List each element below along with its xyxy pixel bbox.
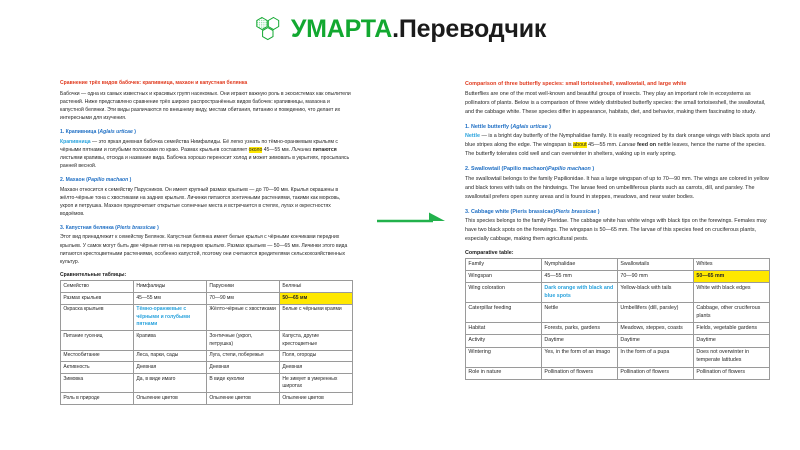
target-table-cell: Daytime (618, 335, 694, 347)
target-table-row-label: Caterpillar feeding (466, 303, 542, 323)
source-table-cell: Жёлто-чёрные с хвостиками (207, 304, 280, 331)
source-comparison-table (60, 280, 353, 405)
brand-name-green: УМАРТА (290, 14, 393, 43)
app-title (290, 14, 547, 43)
target-table-cell: White with black edges (694, 283, 770, 303)
source-section-2-body: Махаон относится к семейству Парусников. Он имеет крупный размах крыльев — до 70—90 мм. Крылья окрашены в жёлто-чёрные тона с хвостиками на задних крыльях. Личинки питаются зонтичными растениями, такими как морковь, укроп и петрушка. Махаон предпочитает открытые солнечные места и встречается в степях, лугах и окрестностях водоёмов. (60, 186, 341, 218)
source-section-1-body: Крапивница — это яркая дневная бабочка семейства Нимфалиды. Её легко узнать по тёмно-оранжевым крыльям с чёрными пятнами и голубыми полосками по краю. Размах крыльев составляет около 45—55 мм. Личинки питаются листьями крапивы, отсюда и название вида. Бабочка хорошо переносит холод и может зимовать в укрытиях, просыпаясь ранней весной. (60, 138, 350, 170)
target-table-cell: Does not overwinter in temperate latitudes (694, 347, 770, 367)
target-table-header-cell: Swallowtails (618, 258, 694, 270)
source-table-row-label: Местообитание (61, 350, 134, 362)
target-table-cell: Daytime (542, 335, 618, 347)
table-row (61, 304, 353, 331)
target-table-cell: Meadows, steppes, coasts (618, 323, 694, 335)
source-highlight-1: около (248, 146, 263, 153)
table-row (466, 347, 770, 367)
table-row (61, 293, 353, 305)
source-table-cell: Белые с чёрными краями (280, 304, 353, 331)
table-row (61, 331, 353, 350)
source-table-cell: Опыление цветов (207, 393, 280, 405)
source-table-cell: Опыление цветов (280, 393, 353, 405)
source-table-cell: 50—65 мм (280, 293, 353, 305)
source-section-3-heading: 3. Капустная белянка (Pieris brassicae ) (60, 224, 159, 231)
source-table-cell: Тёмно-оранжевые с чёрными и голубыми пятнами (134, 304, 207, 331)
target-table-cell: 70—90 mm (618, 271, 694, 283)
target-table-row-label: Wingspan (466, 271, 542, 283)
source-table-header-cell: Семейство (61, 281, 134, 293)
target-table-cell: Daytime (694, 335, 770, 347)
source-table-cell: Дневная (280, 362, 353, 374)
source-table-cell: Крапива (134, 331, 207, 350)
target-section-2-body: The swallowtail belongs to the family Papilionidae. It has a large wingspan of up to 70—90 mm. The wings are colored in yellow and black tones with tails on the hindwings. The larvae feed on umbelliferous plants such as carrots, dill, and parsley. The swallowtail prefers open sunny areas and is found in steppes, meadows, and near water bodies. (465, 175, 769, 200)
target-table-row-label: Wing coloration (466, 283, 542, 303)
target-section-3-body: This species belongs to the family Pieridae. The cabbage white has white wings with black tips on the forewings. Females may have two black spots on the forewings. The wingspan is 50—65 mm. The larvae of this species feed on cruciferous plants, especially cabbage, making them agricultural pests. (465, 218, 767, 242)
target-table-row-label: Habitat (466, 323, 542, 335)
target-section-2-heading: 2. Swallowtail (Papilio machaon)Papilio machaon ) (465, 166, 595, 173)
target-table-cell: Fields, vegetable gardens (694, 323, 770, 335)
target-section-1-heading: 1. Nettle butterfly (Aglais urticae ) (465, 124, 551, 131)
target-table-row-label: Wintering (466, 347, 542, 367)
source-table-row-label: Окраска крыльев (61, 304, 134, 331)
target-pane[interactable] (463, 58, 800, 450)
target-table-row-label: Activity (466, 335, 542, 347)
source-table-header-row (61, 281, 353, 293)
brand-name-dark: .Переводчик (392, 14, 547, 43)
table-row (466, 323, 770, 335)
source-table-caption: Сравнительные таблицы: (60, 272, 127, 279)
target-table-cell: 50—65 mm (694, 271, 770, 283)
source-table-row-label: Активность (61, 362, 134, 374)
translation-panes (0, 58, 800, 450)
table-row (466, 335, 770, 347)
source-table-cell: Поля, огороды (280, 350, 353, 362)
source-table-cell: Дневная (134, 362, 207, 374)
target-table-row-label: Role in nature (466, 367, 542, 379)
source-table-cell: Опыление цветов (134, 393, 207, 405)
target-table-header-row (466, 258, 770, 270)
target-table-cell: In the form of a pupa (618, 347, 694, 367)
target-table-cell: Pollination of flowers (618, 367, 694, 379)
source-intro-paragraph: Бабочки — одна из самых известных и красивых групп насекомых. Они играют важную роль в экосистемах как опылители растений. Ниже представлено сравнение трёх широко распространённых видов бабочек: крапивницы, махаона и капустной белянки. Эти виды различаются по внешнему виду, местам обитания, питанию и поведению, что делает их интересными для изучения. (60, 90, 351, 122)
target-table-cell: Cabbage, other cruciferous plants (694, 303, 770, 323)
table-row (61, 362, 353, 374)
table-row (466, 271, 770, 283)
target-section-3-heading: 3. Cabbage white (Pieris brassicae)Pieris brassicae ) (465, 208, 600, 215)
honeycomb-hexagons-icon (254, 15, 284, 43)
source-section-1-heading: 1. Крапивница (Aglais urticae ) (60, 128, 136, 135)
target-document-title: Comparison of three butterfly species: small tortoiseshell, swallowtail, and large white (465, 81, 687, 87)
target-highlight-1: about (573, 142, 587, 149)
table-row (466, 367, 770, 379)
source-table-cell: Да, в виде имаго (134, 374, 207, 393)
table-row (466, 283, 770, 303)
target-table-caption: Comparative table: (465, 249, 514, 256)
source-table-cell: Не зимует в умеренных широтах (280, 374, 353, 393)
source-table-cell: 45—55 мм (134, 293, 207, 305)
app-header (0, 0, 800, 58)
source-table-row-label: Роль в природе (61, 393, 134, 405)
source-table-cell: Капуста, другие крестоцветные (280, 331, 353, 350)
source-table-header-cell: Парусники (207, 281, 280, 293)
target-table-cell: Yellow-black with tails (618, 283, 694, 303)
source-table-cell: Дневная (207, 362, 280, 374)
source-pane[interactable] (0, 58, 363, 450)
source-table-cell: В виде куколки (207, 374, 280, 393)
target-table-cell: Dark orange with black and blue spots (542, 283, 618, 303)
direction-pane (363, 58, 463, 450)
target-section-1-body: Nettle — is a bright day butterfly of the Nymphalidae family. It is easily recognized by its dark orange wings with black spots and blue stripes along the edge. The wingspan is about 45—55 mm. Larvae feed on nettle leaves, hence the name of the species. The butterfly tolerates cold well and can overwinter in shelters, waking up in early spring. (465, 133, 770, 158)
target-table-header-cell: Family (466, 258, 542, 270)
target-table-cell: Pollination of flowers (694, 367, 770, 379)
table-row (61, 374, 353, 393)
source-table-row-label: Размах крыльев (61, 293, 134, 305)
source-table-row-label: Питание гусениц (61, 331, 134, 350)
source-table-cell: Леса, парки, сады (134, 350, 207, 362)
target-table-header-cell: Whites (694, 258, 770, 270)
target-intro-paragraph: Butterflies are one of the most well-known and beautiful groups of insects. They play an important role in ecosystems as pollinators of plants. Below is a comparison of three widely distributed butterfly species: the small tortoiseshell, the swallowtail, and the cabbage white. These species differ in appearance, habitats, diet, and behavior, making them fascinating to study. (465, 91, 766, 116)
source-table-cell: Зонтичные (укроп, петрушка) (207, 331, 280, 350)
target-table-cell: Yes, in the form of an imago (542, 347, 618, 367)
source-table-row-label: Зимовка (61, 374, 134, 393)
source-table-cell: Луга, степи, побережья (207, 350, 280, 362)
target-table-cell: Nettle (542, 303, 618, 323)
target-comparison-table (465, 258, 770, 380)
target-table-cell: Pollination of flowers (542, 367, 618, 379)
source-table-cell: 70—90 мм (207, 293, 280, 305)
table-row (61, 350, 353, 362)
source-document-title: Сравнение трёх видов бабочек: крапивница, махаон и капустная белянка (60, 80, 248, 86)
arrow-right-icon (375, 205, 449, 227)
target-table-cell: 45—55 mm (542, 271, 618, 283)
target-table-cell: Forests, parks, gardens (542, 323, 618, 335)
source-keyword-1: Крапивница (60, 138, 91, 145)
target-table-cell: Umbellifers (dill, parsley) (618, 303, 694, 323)
table-row (61, 393, 353, 405)
target-table-header-cell: Nymphalidae (542, 258, 618, 270)
target-keyword-1: Nettle (465, 133, 480, 140)
source-table-header-cell: Беляныi (280, 281, 353, 293)
table-row (466, 303, 770, 323)
source-section-2-heading: 2. Махаон (Papilio machaon ) (60, 176, 132, 183)
source-table-header-cell: Нимфалиды (134, 281, 207, 293)
source-section-3-body: Этот вид принадлежит к семейству Белянок. Капустная белянка имеет белые крылья с чёрными кончиками передних крыльев. У самок могут быть две чёрные пятна на передних крыльях. Размах крыльев — 50—65 мм. Личинки этого вида питаются крестоцветными растениями, особенно капустой, поэтому они считаются вредителями сельскохозяйственных культур. (60, 234, 348, 266)
